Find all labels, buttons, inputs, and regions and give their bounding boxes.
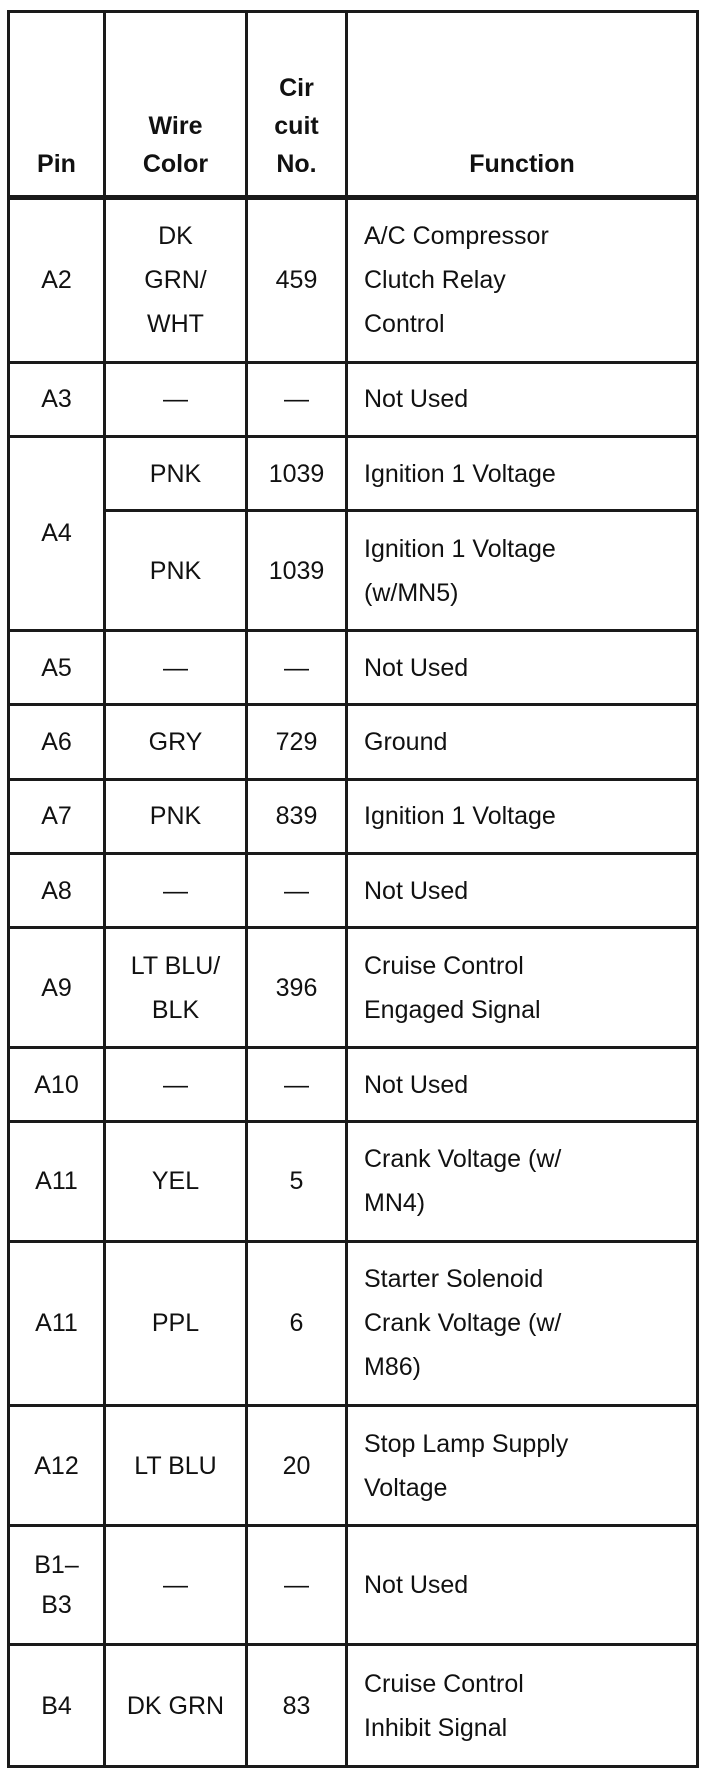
wire-color-cell: PPL <box>105 1241 247 1406</box>
table-row <box>9 705 698 779</box>
table-row <box>9 928 698 1047</box>
function-cell: Ignition 1 Voltage <box>347 436 698 510</box>
wire-color-cell: — <box>105 630 247 704</box>
header-wire-color: Wire Color <box>105 12 247 198</box>
pin-cell: A10 <box>9 1047 105 1121</box>
circuit-cell: 459 <box>247 198 347 363</box>
pin-cell: A9 <box>9 928 105 1047</box>
pin-cell: A4 <box>9 436 105 630</box>
circuit-cell: 1039 <box>247 436 347 510</box>
circuit-cell: — <box>247 362 347 436</box>
table-row <box>9 436 698 510</box>
table-row <box>9 511 698 630</box>
header-circuit-no: Cir cuit No. <box>247 12 347 198</box>
function-cell: Not Used <box>347 362 698 436</box>
table-row <box>9 1645 698 1767</box>
wire-color-cell: PNK <box>105 511 247 630</box>
circuit-cell: 5 <box>247 1122 347 1241</box>
wire-color-cell: — <box>105 853 247 927</box>
pin-cell: B1– B3 <box>9 1525 105 1644</box>
wire-color-cell: DK GRN/ WHT <box>105 198 247 363</box>
function-cell: Ignition 1 Voltage (w/MN5) <box>347 511 698 630</box>
wire-color-cell: PNK <box>105 436 247 510</box>
circuit-cell: — <box>247 1047 347 1121</box>
function-cell: Cruise Control Engaged Signal <box>347 928 698 1047</box>
pin-cell: A8 <box>9 853 105 927</box>
function-cell: Cruise Control Inhibit Signal <box>347 1645 698 1767</box>
header-row <box>9 12 698 198</box>
pin-cell: A5 <box>9 630 105 704</box>
wire-color-cell: LT BLU <box>105 1406 247 1525</box>
function-cell: Not Used <box>347 630 698 704</box>
table-row <box>9 1406 698 1525</box>
circuit-cell: 1039 <box>247 511 347 630</box>
circuit-cell: 729 <box>247 705 347 779</box>
function-cell: Ignition 1 Voltage <box>347 779 698 853</box>
pin-cell: A12 <box>9 1406 105 1525</box>
function-cell: Not Used <box>347 1047 698 1121</box>
circuit-cell: — <box>247 853 347 927</box>
wire-color-cell: GRY <box>105 705 247 779</box>
pin-cell: A11 <box>9 1122 105 1241</box>
table-row <box>9 853 698 927</box>
function-cell: Not Used <box>347 853 698 927</box>
circuit-cell: 396 <box>247 928 347 1047</box>
wire-color-cell: — <box>105 362 247 436</box>
circuit-cell: — <box>247 1525 347 1644</box>
circuit-cell: 6 <box>247 1241 347 1406</box>
circuit-cell: 20 <box>247 1406 347 1525</box>
circuit-cell: 839 <box>247 779 347 853</box>
pin-cell: A2 <box>9 198 105 363</box>
pin-cell: B4 <box>9 1645 105 1767</box>
function-cell: Not Used <box>347 1525 698 1644</box>
wire-color-cell: LT BLU/ BLK <box>105 928 247 1047</box>
header-pin: Pin <box>9 12 105 198</box>
table-row <box>9 1047 698 1121</box>
wire-color-cell: — <box>105 1525 247 1644</box>
function-cell: A/C Compressor Clutch Relay Control <box>347 198 698 363</box>
table-row <box>9 1241 698 1406</box>
pin-cell: A3 <box>9 362 105 436</box>
function-cell: Ground <box>347 705 698 779</box>
table-row <box>9 198 698 363</box>
wire-color-cell: PNK <box>105 779 247 853</box>
table-row <box>9 779 698 853</box>
table-row <box>9 362 698 436</box>
function-cell: Starter Solenoid Crank Voltage (w/ M86) <box>347 1241 698 1406</box>
pin-cell: A6 <box>9 705 105 779</box>
table-row <box>9 1122 698 1241</box>
pinout-table <box>7 10 699 1768</box>
wire-color-cell: DK GRN <box>105 1645 247 1767</box>
pin-cell: A7 <box>9 779 105 853</box>
circuit-cell: — <box>247 630 347 704</box>
function-cell: Stop Lamp Supply Voltage <box>347 1406 698 1525</box>
wire-color-cell: — <box>105 1047 247 1121</box>
pin-cell: A11 <box>9 1241 105 1406</box>
wire-color-cell: YEL <box>105 1122 247 1241</box>
header-function: Function <box>347 12 698 198</box>
table-row <box>9 1525 698 1644</box>
function-cell: Crank Voltage (w/ MN4) <box>347 1122 698 1241</box>
circuit-cell: 83 <box>247 1645 347 1767</box>
table-row <box>9 630 698 704</box>
